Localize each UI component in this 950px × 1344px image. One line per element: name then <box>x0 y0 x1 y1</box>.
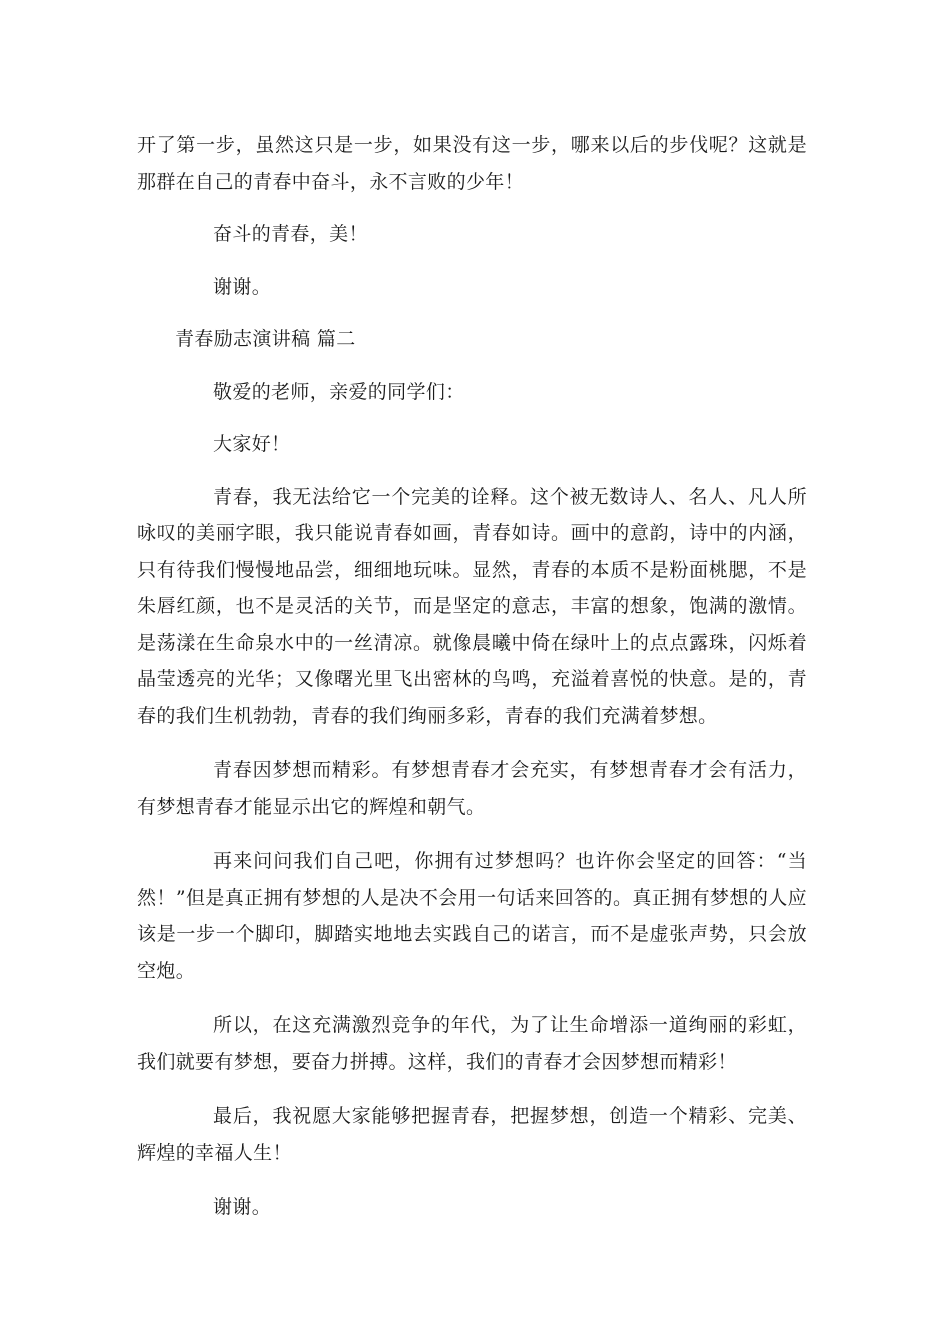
paragraph-thanks: 谢谢。 <box>213 275 272 298</box>
paragraph-body: 青春因梦想而精彩。有梦想青春才会充实，有梦想青春才会有活力，有梦想青春才能显示出它的辉煌和朝气。 <box>137 759 807 818</box>
paragraph-slogan: 奋斗的青春，美！ <box>213 223 368 245</box>
paragraph-continuation: 开了第一步，虽然这只是一步，如果没有这一步，哪来以后的步伐呢？这就是那群在自己的青春中奋斗，永不言败的少年！ <box>137 134 807 193</box>
paragraph-body: 所以，在这充满激烈竞争的年代，为了让生命增添一道绚丽的彩虹，我们就要有梦想，要奋力拼搏。这样，我们的青春才会因梦想而精彩！ <box>137 1014 807 1073</box>
section-heading: 青春励志演讲稿 篇二 <box>175 328 356 350</box>
paragraph-thanks-final: 谢谢。 <box>213 1196 272 1218</box>
paragraph-greeting: 大家好！ <box>213 433 291 455</box>
paragraph-body: 青春，我无法给它一个完美的诠释。这个被无数诗人、名人、凡人所咏叹的美丽字眼，我只能说青春如画，青春如诗。画中的意韵，诗中的内涵，只有待我们慢慢地品尝，细细地玩味。显然，青春的本质不是粉面桃腮，不是朱唇红颜，也不是灵活的关节，而是坚定的意志，丰富的想象，饱满的激情。是荡漾在生命泉水中的一丝清凉。就像晨曦中倚在绿叶上的点点露珠，闪烁着晶莹透亮的光华；又像曙光里飞出密林的鸟鸣，充溢着喜悦的快意。是的，青春的我们生机勃勃，青春的我们绚丽多彩，青春的我们充满着梦想。 <box>137 485 807 727</box>
paragraph-closing: 最后，我祝愿大家能够把握青春，把握梦想，创造一个精彩、完美、辉煌的幸福人生！ <box>137 1105 807 1164</box>
paragraph-body: 再来问问我们自己吧，你拥有过梦想吗？也许你会坚定的回答：“当然！”但是真正拥有梦想的人是决不会用一句话来回答的。真正拥有梦想的人应该是一步一个脚印，脚踏实地地去实践自己的诺言，而不是虚张声势，只会放空炮。 <box>137 850 807 982</box>
paragraph-salutation: 敬爱的老师，亲爱的同学们： <box>213 380 465 403</box>
document-page <box>137 127 807 1226</box>
